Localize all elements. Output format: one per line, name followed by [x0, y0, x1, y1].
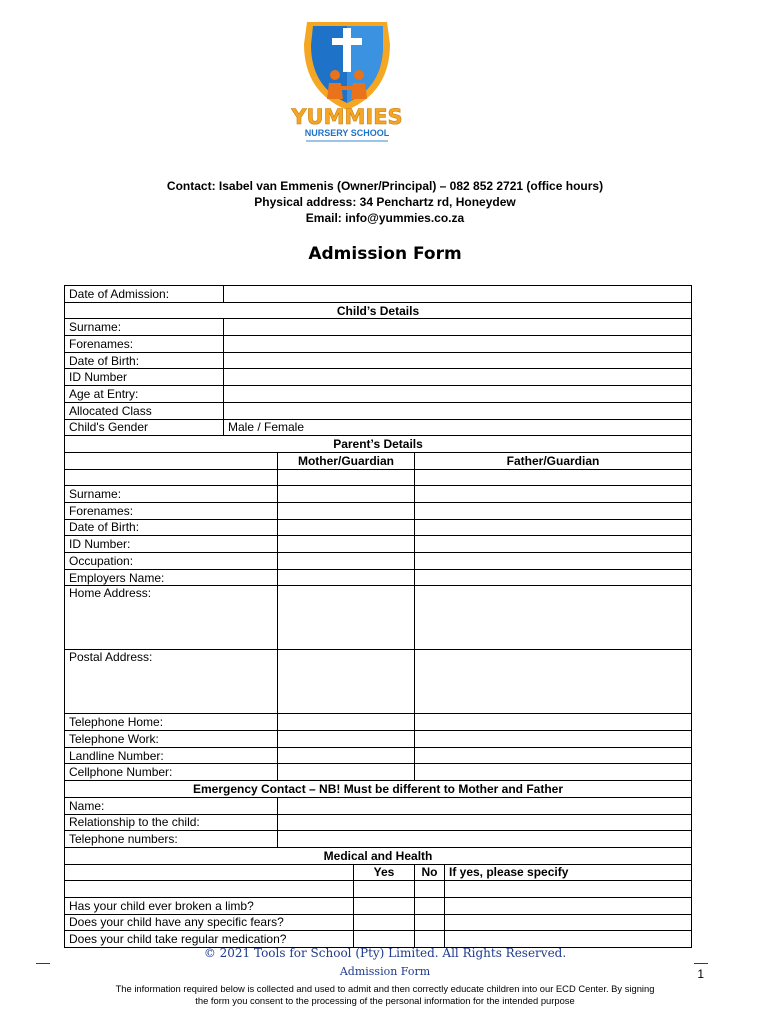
child-gender-row: [65, 419, 692, 436]
email-line: Email: info@yummies.co.za: [305, 211, 465, 225]
disclaimer-line: The information required below is collected and used to admit and then correctly educate children into our ECD Center. By signing: [115, 983, 655, 994]
mother-dob-field[interactable]: [278, 519, 415, 536]
father-home-address-field[interactable]: [415, 586, 692, 650]
child-field-row: [65, 369, 692, 386]
emergency-phone-field[interactable]: [278, 831, 692, 848]
field-label: Employers Name:: [65, 569, 278, 586]
phone-row: [65, 714, 692, 731]
fears-no[interactable]: [415, 914, 445, 931]
disclaimer-line: the form you consent to the processing of the personal information for the intended purpose: [195, 995, 575, 1006]
child-class-field[interactable]: [224, 402, 692, 419]
medical-question-row: [65, 931, 692, 948]
parent-field-row: [65, 553, 692, 570]
field-label: Forenames:: [65, 502, 278, 519]
mother-cellphone-field[interactable]: [278, 764, 415, 781]
medication-no[interactable]: [415, 931, 445, 948]
form-title: Admission Form: [308, 244, 462, 264]
father-occupation-field[interactable]: [415, 553, 692, 570]
father-landline-field[interactable]: [415, 747, 692, 764]
broken-limb-yes[interactable]: [354, 897, 415, 914]
contact-block: [0, 178, 770, 226]
mother-guardian-header: Mother/Guardian: [278, 452, 415, 469]
father-tel-home-field[interactable]: [415, 714, 692, 731]
page-number: 1: [697, 967, 704, 981]
fears-yes[interactable]: [354, 914, 415, 931]
father-postal-address-field[interactable]: [415, 650, 692, 714]
mother-surname-field[interactable]: [278, 486, 415, 503]
medical-column-header-row: [65, 864, 692, 881]
mother-employer-field[interactable]: [278, 569, 415, 586]
mother-forenames-field[interactable]: [278, 502, 415, 519]
mother-home-address-field[interactable]: [278, 586, 415, 650]
mother-blank-field[interactable]: [278, 469, 415, 486]
medical-spacer-row: [65, 881, 692, 898]
medication-yes[interactable]: [354, 931, 415, 948]
footer-disclaimer: [80, 983, 690, 1007]
section-header-row: [65, 302, 692, 319]
emergency-field-row: [65, 831, 692, 848]
field-label: Date of Birth:: [65, 519, 278, 536]
yes-blank-cell[interactable]: [354, 881, 415, 898]
child-gender-field[interactable]: Male / Female: [224, 419, 692, 436]
question-label: Does your child have any specific fears?: [65, 914, 354, 931]
emergency-relationship-field[interactable]: [278, 814, 692, 831]
postal-address-row: [65, 650, 692, 714]
father-guardian-header: Father/Guardian: [415, 452, 692, 469]
address-line: Physical address: 34 Penchartz rd, Honeydew: [254, 195, 516, 209]
question-label: Has your child ever broken a limb?: [65, 897, 354, 914]
blank-cell: [65, 881, 354, 898]
logo-graphic: [272, 14, 422, 146]
mother-occupation-field[interactable]: [278, 553, 415, 570]
field-label: Date of Birth:: [65, 352, 224, 369]
phone-row: [65, 731, 692, 748]
parent-field-row: [65, 502, 692, 519]
field-label: Relationship to the child:: [65, 814, 278, 831]
footer-rule-left: [36, 963, 50, 964]
specify-header: If yes, please specify: [445, 864, 692, 881]
field-label: ID Number:: [65, 536, 278, 553]
parent-spacer-row: [65, 469, 692, 486]
field-label: Home Address:: [65, 586, 278, 650]
svg-text:YUMMIES: YUMMIES: [291, 105, 403, 129]
field-label: Telephone numbers:: [65, 831, 278, 848]
school-logo: [272, 14, 422, 146]
medical-health-header: Medical and Health: [65, 847, 692, 864]
blank-cell: [65, 469, 278, 486]
question-label: Does your child take regular medication?: [65, 931, 354, 948]
blank-header-cell: [65, 864, 354, 881]
father-employer-field[interactable]: [415, 569, 692, 586]
fears-specify[interactable]: [445, 914, 692, 931]
medical-question-row: [65, 897, 692, 914]
child-age-field[interactable]: [224, 386, 692, 403]
parent-column-header-row: [65, 452, 692, 469]
father-tel-work-field[interactable]: [415, 731, 692, 748]
field-label: Landline Number:: [65, 747, 278, 764]
emergency-field-row: [65, 797, 692, 814]
phone-row: [65, 747, 692, 764]
medical-question-row: [65, 914, 692, 931]
field-label: Postal Address:: [65, 650, 278, 714]
child-details-header: Child’s Details: [65, 302, 692, 319]
field-label: Date of Admission:: [65, 286, 224, 303]
father-cellphone-field[interactable]: [415, 764, 692, 781]
field-label: Occupation:: [65, 553, 278, 570]
no-header: No: [415, 864, 445, 881]
father-forenames-field[interactable]: [415, 502, 692, 519]
emergency-name-field[interactable]: [278, 797, 692, 814]
father-surname-field[interactable]: [415, 486, 692, 503]
blank-header-cell: [65, 452, 278, 469]
parent-field-row: [65, 519, 692, 536]
mother-tel-work-field[interactable]: [278, 731, 415, 748]
child-dob-field[interactable]: [224, 352, 692, 369]
field-label: Surname:: [65, 486, 278, 503]
medication-specify[interactable]: [445, 931, 692, 948]
date-of-admission-row: [65, 286, 692, 303]
mother-id-field[interactable]: [278, 536, 415, 553]
field-label: Forenames:: [65, 336, 224, 353]
broken-limb-no[interactable]: [415, 897, 445, 914]
father-blank-field[interactable]: [415, 469, 692, 486]
child-field-row: [65, 386, 692, 403]
parent-field-row: [65, 486, 692, 503]
parent-details-header: Parent’s Details: [65, 436, 692, 453]
section-header-row: [65, 781, 692, 798]
field-label: ID Number: [65, 369, 224, 386]
emergency-field-row: [65, 814, 692, 831]
svg-text:NURSERY SCHOOL: NURSERY SCHOOL: [304, 128, 390, 138]
child-field-row: [65, 319, 692, 336]
specify-blank-cell[interactable]: [445, 881, 692, 898]
section-header-row: [65, 436, 692, 453]
date-of-admission-field[interactable]: [224, 286, 692, 303]
child-field-row: [65, 352, 692, 369]
footer-rule-right: [694, 963, 708, 964]
field-label: Allocated Class: [65, 402, 224, 419]
footer-doc-name: Admission Form: [339, 965, 431, 978]
field-label: Telephone Home:: [65, 714, 278, 731]
admission-form-table: [64, 285, 692, 948]
parent-field-row: [65, 569, 692, 586]
father-id-field[interactable]: [415, 536, 692, 553]
child-field-row: [65, 336, 692, 353]
field-label: Telephone Work:: [65, 731, 278, 748]
emergency-contact-header: Emergency Contact – NB! Must be different to Mother and Father: [65, 781, 692, 798]
broken-limb-specify[interactable]: [445, 897, 692, 914]
parent-field-row: [65, 536, 692, 553]
footer-copyright: © 2021 Tools for School (Pty) Limited. All Rights Reserved.: [203, 946, 567, 960]
mother-postal-address-field[interactable]: [278, 650, 415, 714]
mother-tel-home-field[interactable]: [278, 714, 415, 731]
child-surname-field[interactable]: [224, 319, 692, 336]
phone-row: [65, 764, 692, 781]
field-label: Child's Gender: [65, 419, 224, 436]
field-label: Cellphone Number:: [65, 764, 278, 781]
child-forenames-field[interactable]: [224, 336, 692, 353]
home-address-row: [65, 586, 692, 650]
section-header-row: [65, 847, 692, 864]
child-field-row: [65, 402, 692, 419]
mother-landline-field[interactable]: [278, 747, 415, 764]
no-blank-cell[interactable]: [415, 881, 445, 898]
field-label: Surname:: [65, 319, 224, 336]
father-dob-field[interactable]: [415, 519, 692, 536]
child-id-field[interactable]: [224, 369, 692, 386]
yes-header: Yes: [354, 864, 415, 881]
contact-line: Contact: Isabel van Emmenis (Owner/Principal) – 082 852 2721 (office hours): [166, 179, 604, 193]
field-label: Name:: [65, 797, 278, 814]
field-label: Age at Entry:: [65, 386, 224, 403]
